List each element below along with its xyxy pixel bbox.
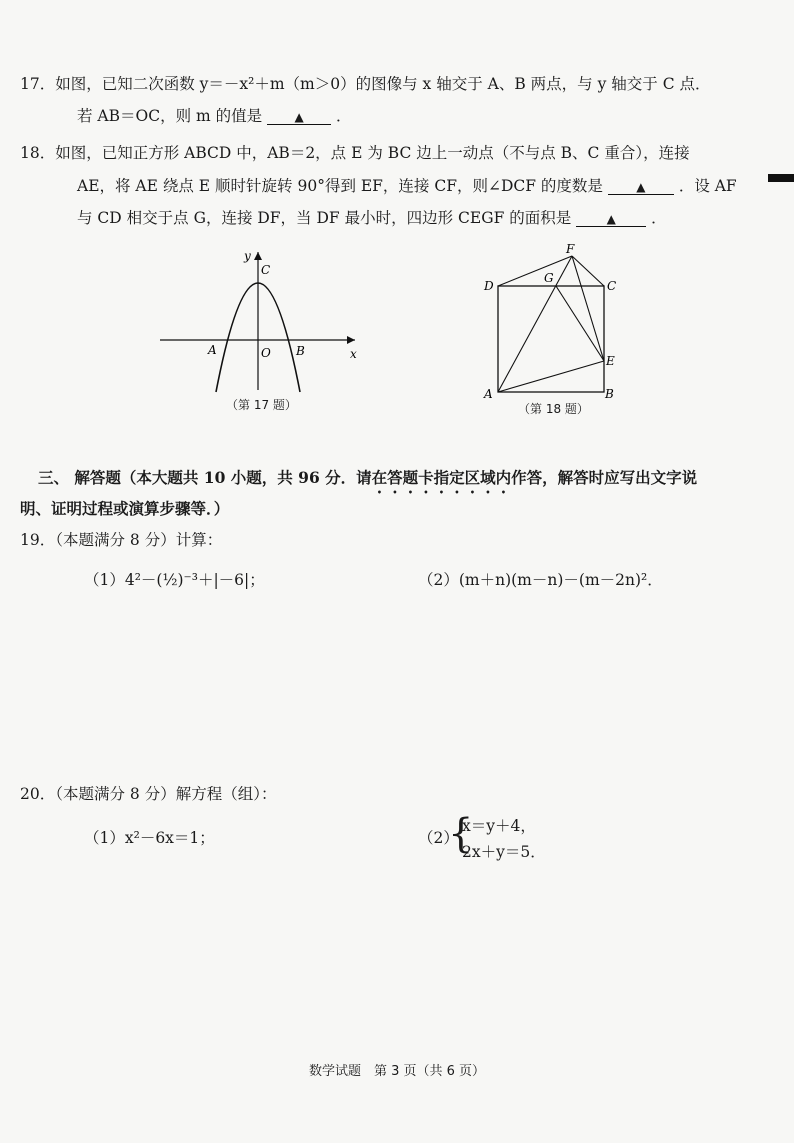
page-footer: 数学试题 第 3 页（共 6 页） [308,1064,486,1079]
label-B: B [296,344,305,358]
label-A: A [208,343,217,357]
segment-DF [498,256,572,286]
q18-line3 [77,206,667,228]
segment-AE [498,361,604,392]
segment-GE [556,286,604,361]
q18-line1: 18．如图，已知正方形 ABCD 中，AB＝2，点 E 为 BC 边上一动点（不与点 B、C 重合），连接 [20,144,690,162]
label-E: E [606,354,615,368]
q20-part2-eq1: x＝y＋4， [462,817,536,835]
q18-line2-text: AE，将 AE 绕点 E 顺时针旋转 90°得到 EF，连接 CF，则∠DCF 的度数是 [77,177,603,195]
segment-AF [498,256,572,392]
label-C: C [261,263,271,277]
section3-emphasis: 在答题卡指定区域内 [371,468,512,487]
q20-part1: （1）x²－6x＝1； [84,829,215,847]
y-axis-arrow [254,252,262,260]
q18-line2 [77,174,737,196]
q19-part2: （2）(m＋n)(m－n)－(m－2n)²． [418,571,663,589]
q19-title: 19．（本题满分 8 分）计算： [20,531,223,549]
section3-header-line2: 明、证明过程或演算步骤等．） [20,499,230,518]
q17-line2-end: ． [336,107,352,125]
label-F: F [566,242,575,256]
q17-line2-text: 若 AB＝OC，则 m 的值是 [77,107,263,125]
q17-answer-blank: ▲ [267,110,331,125]
label-x: x [350,347,357,361]
label-D: D [484,279,494,293]
q20-title: 20．（本题满分 8 分）解方程（组）： [20,785,277,803]
figure-17 [150,240,370,400]
section3-header-line1 [38,466,697,497]
q20-part2-label: （2） [418,829,459,847]
q18-answer-blank-1: ▲ [608,180,674,195]
q18-answer-blank-2: ▲ [576,212,646,227]
label-O: O [261,346,271,360]
q19-part1: （1）4²－(½)⁻³＋|－6|； [84,571,265,589]
q20-part2-eq2: 2x＋y＝5． [462,843,546,861]
q18-line3-end: ． [651,209,667,227]
label-A: A [484,387,493,401]
q17-line2 [77,104,352,126]
q18-line3-text: 与 CD 相交于点 G，连接 DF，当 DF 最小时，四边形 CEGF 的面积是 [77,209,572,227]
label-y: y [244,249,251,263]
section3-header-text: 三、 解答题（本大题共 10 小题，共 96 分．请 [38,468,372,487]
figure-18-caption: （第 18 题） [518,402,589,416]
label-G: G [544,271,554,285]
equation-brace: { [448,811,474,857]
q18-line2-end: ．设 AF [678,177,737,195]
figure-18 [480,240,620,405]
section3-header-tail: 作答，解答时应写出文字说 [511,468,698,487]
figure-17-caption: （第 17 题） [226,398,297,412]
q17-line1: 17．如图，已知二次函数 y＝－x²＋m（m＞0）的图像与 x 轴交于 A、B 两点，与 y 轴交于 C 点． [20,75,711,93]
label-B: B [605,387,614,401]
x-axis-arrow [347,336,355,344]
label-C: C [607,279,617,293]
page-edge-mark [768,174,794,182]
